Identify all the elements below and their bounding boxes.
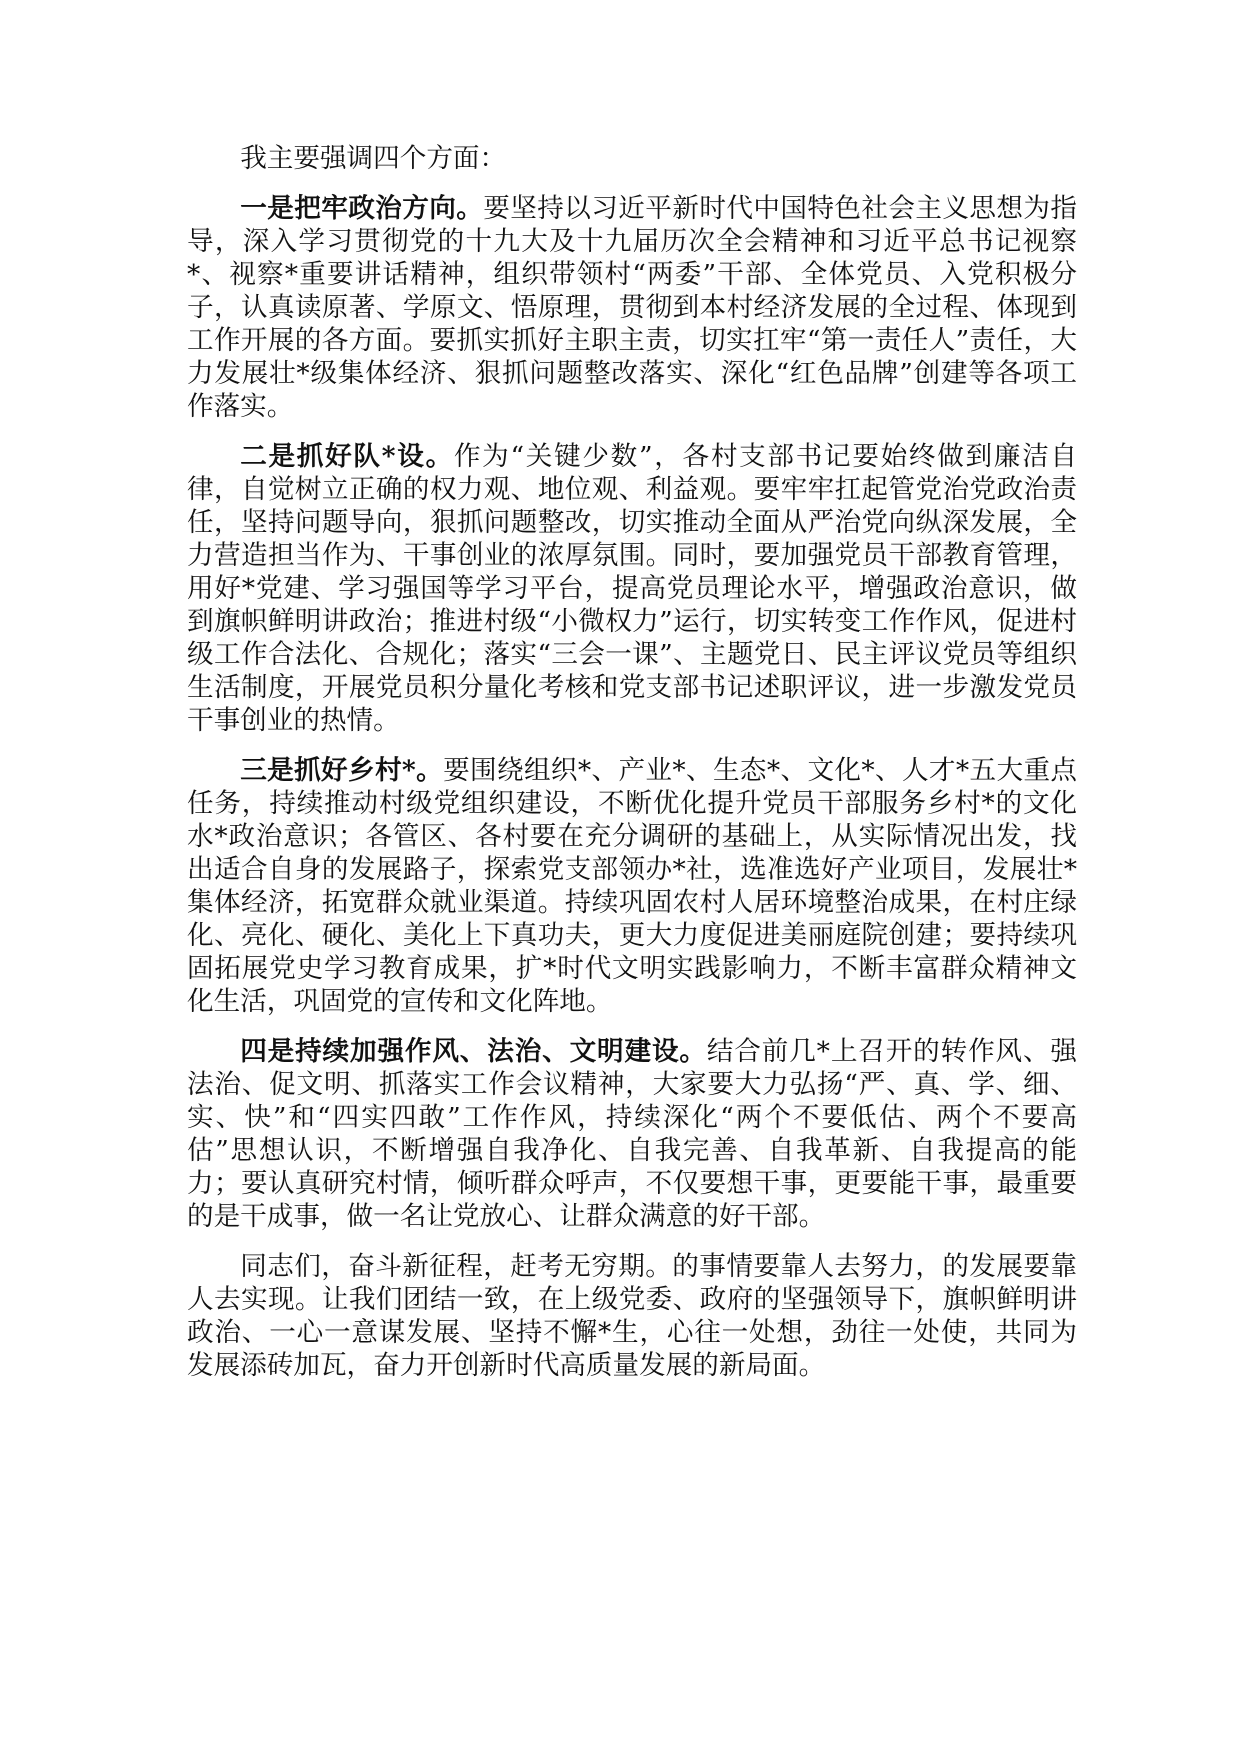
paragraph-text: 要坚持以习近平新时代中国特色社会主义思想为指导，深入学习贯彻党的十九大及十九届历次全会精神和习近平总书记视察*、视察*重要讲话精神，组织带领村“两委”干部、全体党员、入党积极分子，认真读原著、学原文、悟原理，贯彻到本村经济发展的全过程、体现到工作开展的各方面。要抓实抓好主职主责，切实扛牢“第一责任人”责任，大力发展壮*级集体经济、狠抓问题整改落实、深化“红色品牌”创建等各项工作落实。 — [187, 193, 1078, 422]
intro-paragraph — [187, 142, 1077, 175]
point-four-paragraph — [187, 1035, 1077, 1233]
paragraph-heading: 三是抓好乡村*。 — [240, 755, 444, 786]
document-body — [187, 142, 1077, 1399]
point-one-paragraph — [187, 192, 1077, 423]
paragraph-heading: 四是持续加强作风、法治、文明建设。 — [240, 1036, 707, 1067]
paragraph-text: 同志们，奋斗新征程，赶考无穷期。的事情要靠人去努力，的发展要靠人去实现。让我们团结一致，在上级党委、政府的坚强领导下，旗帜鲜明讲政治、一心一意谋发展、坚持不懈*生，心往一处想，劲往一处使，共同为发展添砖加瓦，奋力开创新时代高质量发展的新局面。 — [187, 1251, 1077, 1381]
point-two-paragraph — [187, 440, 1077, 737]
closing-paragraph — [187, 1250, 1077, 1382]
paragraph-text: 我主要强调四个方面： — [240, 143, 507, 174]
paragraph-heading: 二是抓好队*设。 — [240, 441, 454, 472]
paragraph-heading: 一是把牢政治方向。 — [240, 193, 484, 224]
point-three-paragraph — [187, 754, 1077, 1018]
paragraph-text: 要围绕组织*、产业*、生态*、文化*、人才*五大重点任务，持续推动村级党组织建设，不断优化提升党员干部服务乡村*的文化水*政治意识；各管区、各村要在充分调研的基础上，从实际情况出发，找出适合自身的发展路子，探索党支部领办*社，选准选好产业项目，发展壮*集体经济，拓宽群众就业渠道。持续巩固农村人居环境整治成果，在村庄绿化、亮化、硬化、美化上下真功夫，更大力度促进美丽庭院创建；要持续巩固拓展党史学习教育成果，扩*时代文明实践影响力，不断丰富群众精神文化生活，巩固党的宣传和文化阵地。 — [187, 755, 1077, 1017]
paragraph-text: 结合前几*上召开的转作风、强法治、促文明、抓落实工作会议精神，大家要大力弘扬“严、真、学、细、实、快”和“四实四敢”工作作风，持续深化“两个不要低估、两个不要高估”思想认识，不断增强自我净化、自我完善、自我革新、自我提高的能力；要认真研究村情，倾听群众呼声，不仅要想干事，更要能干事，最重要的是干成事，做一名让党放心、让群众满意的好干部。 — [187, 1036, 1078, 1232]
paragraph-text: 作为“关键少数”，各村支部书记要始终做到廉洁自律，自觉树立正确的权力观、地位观、利益观。要牢牢扛起管党治党政治责任，坚持问题导向，狠抓问题整改，切实推动全面从严治党向纵深发展，全力营造担当作为、干事创业的浓厚氛围。同时，要加强党员干部教育管理，用好*党建、学习强国等学习平台，提高党员理论水平，增强政治意识，做到旗帜鲜明讲政治；推进村级“小微权力”运行，切实转变工作作风，促进村级工作合法化、合规化；落实“三会一课”、主题党日、民主评议党员等组织生活制度，开展党员积分量化考核和党支部书记述职评议，进一步激发党员干事创业的热情。 — [187, 441, 1077, 736]
